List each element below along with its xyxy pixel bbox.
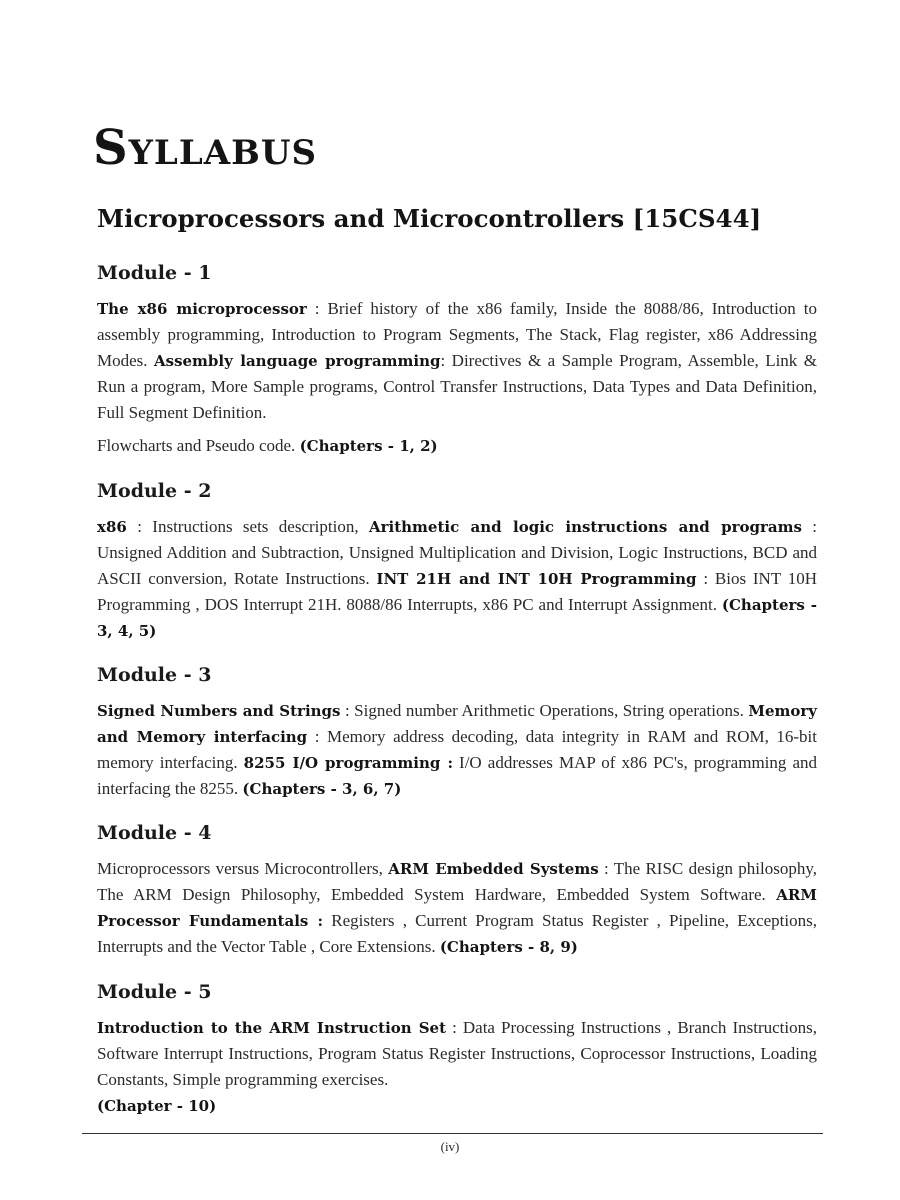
module-3-title: Module - 3 xyxy=(97,664,212,686)
module-4-description: Microprocessors versus Microcontrollers, ARM Embedded Systems : The RISC design philosophy, The ARM Design Philosophy, Embedded System Hardware, Embedded System Software. ARM Processor Fundamentals : Registers , Current Program Status Register , Pipeline, Exceptions, Interrupts and the Vector Table , Core Extensions. (Chapters - 8, 9) xyxy=(97,859,818,956)
module-3 xyxy=(97,661,817,802)
page-number: (iv) xyxy=(440,1139,460,1154)
module-4-chapters: (Chapters - 8, 9) xyxy=(439,938,578,956)
module-1-title: Module - 1 xyxy=(97,262,212,284)
module-5-extra xyxy=(97,1093,817,1119)
module-5-description: Introduction to the ARM Instruction Set : Data Processing Instructions , Branch Instructions, Software Interrupt Instructions, Program Status Register Instructions, Coprocessor Instructions, Loading Constants, Simple programming exercises. xyxy=(97,1018,817,1089)
module-2-title: Module - 2 xyxy=(97,480,212,502)
module-5 xyxy=(97,978,817,1119)
page-heading: Syllabus xyxy=(93,120,318,176)
module-4 xyxy=(97,819,817,960)
module-5-chapters: (Chapter - 10) xyxy=(97,1097,217,1115)
module-1-chapters: (Chapters - 1, 2) xyxy=(299,437,438,455)
module-3-description: Signed Numbers and Strings : Signed number Arithmetic Operations, String operations. Memory and Memory interfacing : Memory address decoding, data integrity in RAM and ROM, 16-bit memory interfacing. 8255 I/O programming : I/O addresses MAP of x86 PC's, programming and interfacing the 8255. (Chapters - 3, 6, 7) xyxy=(97,701,818,798)
module-3-chapters: (Chapters - 3, 6, 7) xyxy=(242,780,402,798)
module-2-description: x86 : Instructions sets description, Arithmetic and logic instructions and programs : Unsigned Addition and Subtraction, Unsigned Multiplication and Division, Logic Instructions, BCD and ASCII conversion, Rotate Instructions. INT 21H and INT 10H Programming : Bios INT 10H Programming , DOS Interrupt 21H. 8088/86 Interrupts, x86 PC and Interrupt Assignment. (Chapters - 3, 4, 5) xyxy=(97,517,817,640)
module-1-description: The x86 microprocessor : Brief history of the x86 family, Inside the 8088/86, Introduction to assembly programming, Introduction to Program Segments, The Stack, Flag register, x86 Addressing Modes. Assembly language programming: Directives & a Sample Program, Assemble, Link & Run a program, More Sample programs, Control Transfer Instructions, Data Types and Data Definition, Full Segment Definition. xyxy=(97,299,818,422)
module-1 xyxy=(97,259,817,459)
subject-title: Microprocessors and Microcontrollers [15CS44] xyxy=(97,204,762,233)
module-2 xyxy=(97,477,817,644)
module-5-title: Module - 5 xyxy=(97,981,212,1003)
footer-rule xyxy=(82,1133,823,1134)
module-1-extra: Flowcharts and Pseudo code. (Chapters - 1, 2) xyxy=(97,436,438,455)
module-4-title: Module - 4 xyxy=(97,822,212,844)
module-2-chapters: (Chapters - 3, 4, 5) xyxy=(97,596,817,640)
